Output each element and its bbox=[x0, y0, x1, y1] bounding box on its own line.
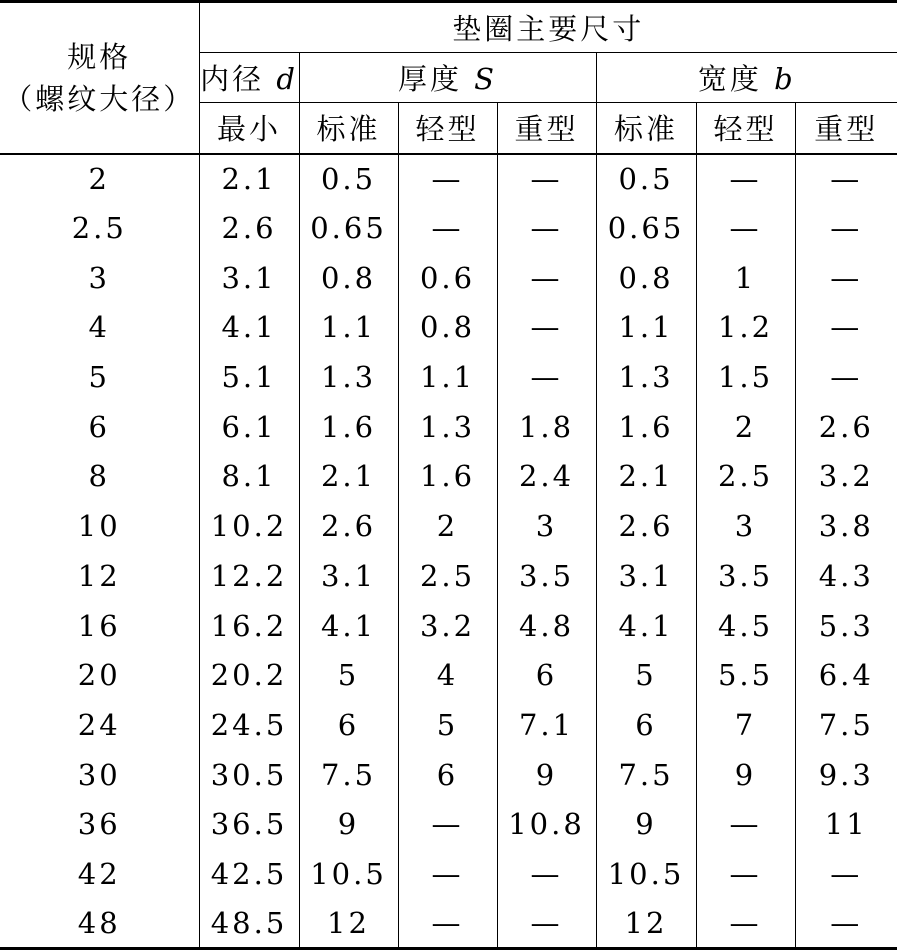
table-row bbox=[0, 253, 897, 303]
spec-cell: 12 bbox=[77, 558, 121, 593]
thickness-standard-cell: 1.3 bbox=[299, 352, 398, 402]
thickness-light-cell: 0.8 bbox=[398, 303, 497, 353]
width-light-cell: — bbox=[696, 154, 795, 204]
thickness-standard-header: 标准 bbox=[299, 103, 398, 154]
width-symbol: b bbox=[774, 62, 796, 96]
thickness-standard-cell: 6 bbox=[299, 700, 398, 750]
width-light-cell: — bbox=[696, 849, 795, 899]
width-light-cell: — bbox=[696, 799, 795, 849]
thickness-light-cell: — bbox=[398, 154, 497, 204]
width-heavy-cell: — bbox=[795, 253, 897, 303]
width-light-cell: 1.5 bbox=[696, 352, 795, 402]
thickness-heavy-cell: — bbox=[497, 303, 596, 353]
thickness-light-header: 轻型 bbox=[398, 103, 497, 154]
table-header bbox=[0, 2, 897, 154]
thickness-light-cell: 5 bbox=[398, 700, 497, 750]
width-heavy-header: 重型 bbox=[795, 103, 897, 154]
inner-diameter-symbol: d bbox=[276, 62, 298, 96]
width-standard-cell: 1.3 bbox=[596, 352, 696, 402]
inner-diameter-cell: 10.2 bbox=[199, 501, 299, 551]
width-standard-cell: 0.5 bbox=[596, 154, 696, 204]
inner-diameter-cell: 36.5 bbox=[199, 799, 299, 849]
thickness-standard-cell: 0.8 bbox=[299, 253, 398, 303]
thickness-heavy-cell: 10.8 bbox=[497, 799, 596, 849]
width-heavy-cell: 7.5 bbox=[795, 700, 897, 750]
width-light-cell: 9 bbox=[696, 750, 795, 800]
table-row bbox=[0, 750, 897, 800]
thickness-heavy-cell: 6 bbox=[497, 650, 596, 700]
spec-cell: 10 bbox=[77, 509, 121, 544]
inner-diameter-cell: 8.1 bbox=[199, 452, 299, 502]
thickness-standard-cell: 4.1 bbox=[299, 601, 398, 651]
width-standard-header: 标准 bbox=[596, 103, 696, 154]
width-light-cell: 3.5 bbox=[696, 551, 795, 601]
table-row bbox=[0, 154, 897, 204]
thickness-light-cell: 2.5 bbox=[398, 551, 497, 601]
width-light-header: 轻型 bbox=[696, 103, 795, 154]
thickness-light-cell: — bbox=[398, 849, 497, 899]
width-light-cell: 2 bbox=[696, 402, 795, 452]
spec-cell: 30 bbox=[77, 757, 121, 792]
table-row bbox=[0, 402, 897, 452]
inner-diameter-cell: 3.1 bbox=[199, 253, 299, 303]
width-heavy-cell: 5.3 bbox=[795, 601, 897, 651]
width-header bbox=[596, 53, 897, 103]
thickness-standard-cell: 9 bbox=[299, 799, 398, 849]
width-standard-cell: 3.1 bbox=[596, 551, 696, 601]
table-row bbox=[0, 799, 897, 849]
width-light-cell: 1 bbox=[696, 253, 795, 303]
width-heavy-cell: 11 bbox=[795, 799, 897, 849]
spec-cell: 2.5 bbox=[71, 211, 127, 246]
thickness-heavy-header: 重型 bbox=[497, 103, 596, 154]
spec-header-line1: 规格 bbox=[67, 39, 132, 74]
spec-cell: 20 bbox=[77, 658, 121, 693]
spec-cell: 4 bbox=[88, 310, 110, 345]
width-standard-cell: 4.1 bbox=[596, 601, 696, 651]
width-light-cell: — bbox=[696, 203, 795, 253]
spec-cell: 2 bbox=[88, 161, 110, 196]
thickness-heavy-cell: — bbox=[497, 154, 596, 204]
spec-header-line2: （螺纹大径） bbox=[3, 81, 196, 116]
width-light-cell: 2.5 bbox=[696, 452, 795, 502]
width-light-cell: 3 bbox=[696, 501, 795, 551]
thickness-standard-cell: 0.65 bbox=[299, 203, 398, 253]
table-body bbox=[0, 154, 897, 949]
inner-diameter-cell: 24.5 bbox=[199, 700, 299, 750]
width-heavy-cell: 4.3 bbox=[795, 551, 897, 601]
width-standard-cell: 2.6 bbox=[596, 501, 696, 551]
inner-diameter-cell: 4.1 bbox=[199, 303, 299, 353]
spec-cell: 6 bbox=[88, 409, 110, 444]
width-heavy-cell: 6.4 bbox=[795, 650, 897, 700]
spec-header bbox=[0, 2, 199, 154]
thickness-light-cell: 1.1 bbox=[398, 352, 497, 402]
width-heavy-cell: 2.6 bbox=[795, 402, 897, 452]
thickness-standard-cell: 7.5 bbox=[299, 750, 398, 800]
thickness-light-cell: — bbox=[398, 203, 497, 253]
thickness-light-cell: 0.6 bbox=[398, 253, 497, 303]
spec-cell: 16 bbox=[77, 608, 121, 643]
inner-diameter-cell: 6.1 bbox=[199, 402, 299, 452]
width-standard-cell: 10.5 bbox=[596, 849, 696, 899]
width-standard-cell: 2.1 bbox=[596, 452, 696, 502]
width-standard-cell: 5 bbox=[596, 650, 696, 700]
width-heavy-cell: 3.2 bbox=[795, 452, 897, 502]
thickness-standard-cell: 0.5 bbox=[299, 154, 398, 204]
main-title-header: 垫圈主要尺寸 bbox=[199, 2, 897, 53]
width-heavy-cell: — bbox=[795, 849, 897, 899]
spec-cell: 24 bbox=[77, 707, 121, 742]
width-light-cell: 4.5 bbox=[696, 601, 795, 651]
thickness-light-cell: 3.2 bbox=[398, 601, 497, 651]
table-row bbox=[0, 700, 897, 750]
thickness-label: 厚度 bbox=[397, 62, 475, 96]
thickness-light-cell: 1.6 bbox=[398, 452, 497, 502]
width-heavy-cell: — bbox=[795, 352, 897, 402]
inner-diameter-cell: 5.1 bbox=[199, 352, 299, 402]
inner-diameter-header bbox=[199, 53, 299, 103]
spec-cell: 5 bbox=[88, 360, 110, 395]
inner-diameter-cell: 42.5 bbox=[199, 849, 299, 899]
thickness-heavy-cell: 9 bbox=[497, 750, 596, 800]
table-row bbox=[0, 551, 897, 601]
thickness-heavy-cell: 7.1 bbox=[497, 700, 596, 750]
width-heavy-cell: — bbox=[795, 303, 897, 353]
inner-diameter-cell: 20.2 bbox=[199, 650, 299, 700]
thickness-standard-cell: 2.1 bbox=[299, 452, 398, 502]
spec-cell: 3 bbox=[88, 260, 110, 295]
inner-diameter-cell: 48.5 bbox=[199, 899, 299, 949]
thickness-heavy-cell: 3 bbox=[497, 501, 596, 551]
width-standard-cell: 9 bbox=[596, 799, 696, 849]
spec-cell: 42 bbox=[77, 856, 121, 891]
width-standard-cell: 6 bbox=[596, 700, 696, 750]
thickness-heavy-cell: 2.4 bbox=[497, 452, 596, 502]
inner-diameter-cell: 30.5 bbox=[199, 750, 299, 800]
thickness-standard-cell: 10.5 bbox=[299, 849, 398, 899]
table-row bbox=[0, 352, 897, 402]
table-row bbox=[0, 303, 897, 353]
thickness-heavy-cell: 3.5 bbox=[497, 551, 596, 601]
thickness-heavy-cell: — bbox=[497, 849, 596, 899]
width-standard-cell: 1.6 bbox=[596, 402, 696, 452]
width-heavy-cell: 9.3 bbox=[795, 750, 897, 800]
width-light-cell: 5.5 bbox=[696, 650, 795, 700]
inner-diameter-cell: 12.2 bbox=[199, 551, 299, 601]
thickness-light-cell: 4 bbox=[398, 650, 497, 700]
width-standard-cell: 1.1 bbox=[596, 303, 696, 353]
table-row bbox=[0, 601, 897, 651]
width-standard-cell: 0.65 bbox=[596, 203, 696, 253]
inner-diameter-cell: 2.1 bbox=[199, 154, 299, 204]
width-light-cell: 7 bbox=[696, 700, 795, 750]
thickness-standard-cell: 12 bbox=[299, 899, 398, 949]
width-light-cell: 1.2 bbox=[696, 303, 795, 353]
thickness-heavy-cell: 1.8 bbox=[497, 402, 596, 452]
thickness-heavy-cell: — bbox=[497, 203, 596, 253]
thickness-light-cell: 6 bbox=[398, 750, 497, 800]
inner-diameter-cell: 16.2 bbox=[199, 601, 299, 651]
inner-diameter-label: 内径 bbox=[200, 62, 277, 96]
table-row bbox=[0, 501, 897, 551]
table-row bbox=[0, 899, 897, 949]
spec-cell: 48 bbox=[77, 905, 121, 940]
width-heavy-cell: — bbox=[795, 899, 897, 949]
table-row bbox=[0, 849, 897, 899]
thickness-standard-cell: 5 bbox=[299, 650, 398, 700]
thickness-standard-cell: 1.1 bbox=[299, 303, 398, 353]
thickness-light-cell: — bbox=[398, 799, 497, 849]
thickness-heavy-cell: — bbox=[497, 352, 596, 402]
width-heavy-cell: — bbox=[795, 203, 897, 253]
width-heavy-cell: — bbox=[795, 154, 897, 204]
spec-cell: 8 bbox=[88, 459, 110, 494]
thickness-heavy-cell: — bbox=[497, 253, 596, 303]
thickness-light-cell: 2 bbox=[398, 501, 497, 551]
thickness-symbol: S bbox=[474, 62, 498, 96]
table-row bbox=[0, 203, 897, 253]
thickness-light-cell: — bbox=[398, 899, 497, 949]
width-standard-cell: 12 bbox=[596, 899, 696, 949]
min-header: 最小 bbox=[199, 103, 299, 154]
spec-cell: 36 bbox=[77, 807, 121, 842]
thickness-standard-cell: 2.6 bbox=[299, 501, 398, 551]
width-label: 宽度 bbox=[697, 62, 775, 96]
width-standard-cell: 0.8 bbox=[596, 253, 696, 303]
thickness-heavy-cell: 4.8 bbox=[497, 601, 596, 651]
table-row bbox=[0, 650, 897, 700]
thickness-standard-cell: 3.1 bbox=[299, 551, 398, 601]
width-heavy-cell: 3.8 bbox=[795, 501, 897, 551]
thickness-header bbox=[299, 53, 596, 103]
thickness-light-cell: 1.3 bbox=[398, 402, 497, 452]
inner-diameter-cell: 2.6 bbox=[199, 203, 299, 253]
thickness-standard-cell: 1.6 bbox=[299, 402, 398, 452]
width-standard-cell: 7.5 bbox=[596, 750, 696, 800]
width-light-cell: — bbox=[696, 899, 795, 949]
table-row bbox=[0, 452, 897, 502]
thickness-heavy-cell: — bbox=[497, 899, 596, 949]
